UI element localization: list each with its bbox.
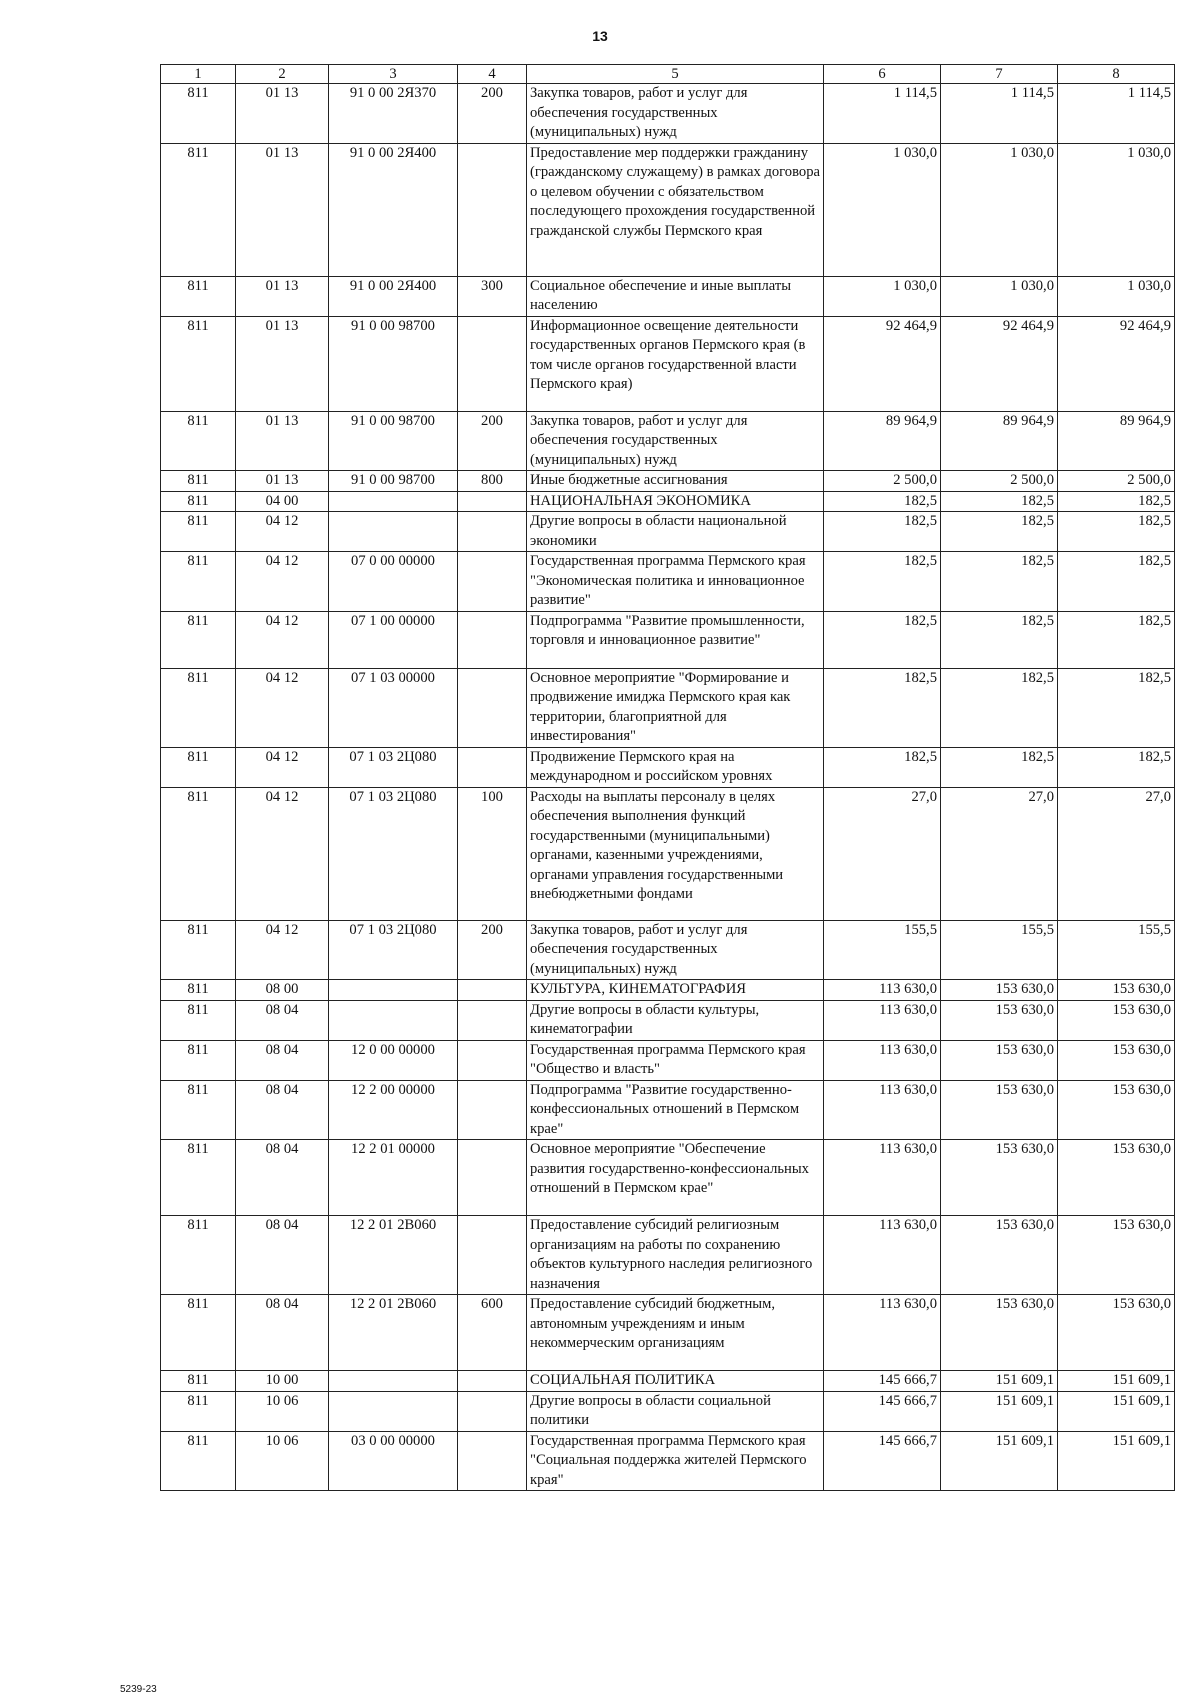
cell-amount-col8: 151 609,1 <box>1058 1371 1175 1392</box>
cell-amount-col7: 153 630,0 <box>941 1295 1058 1371</box>
cell-description: Закупка товаров, работ и услуг для обеспечения государственных (муниципальных) нужд <box>527 920 824 980</box>
cell-expense-type: 300 <box>458 276 527 316</box>
table-row <box>161 1216 1175 1295</box>
cell-code-gr: 811 <box>161 611 236 668</box>
cell-section: 01 13 <box>236 276 329 316</box>
cell-amount-col8: 92 464,9 <box>1058 316 1175 411</box>
cell-code-gr: 811 <box>161 747 236 787</box>
cell-code-gr: 811 <box>161 787 236 920</box>
table-row <box>161 471 1175 492</box>
cell-amount-col7: 151 609,1 <box>941 1371 1058 1392</box>
cell-description: Основное мероприятие "Формирование и продвижение имиджа Пермского края как территории, благоприятной для инвестирования" <box>527 668 824 747</box>
cell-section: 01 13 <box>236 411 329 471</box>
cell-section: 04 12 <box>236 668 329 747</box>
cell-amount-col6: 113 630,0 <box>824 1295 941 1371</box>
cell-code-gr: 811 <box>161 411 236 471</box>
column-header: 6 <box>824 65 941 84</box>
cell-amount-col8: 151 609,1 <box>1058 1431 1175 1491</box>
cell-section: 08 04 <box>236 1295 329 1371</box>
cell-expense-type: 800 <box>458 471 527 492</box>
cell-amount-col6: 2 500,0 <box>824 471 941 492</box>
table-row <box>161 611 1175 668</box>
cell-section: 08 04 <box>236 1040 329 1080</box>
cell-target-article: 91 0 00 98700 <box>329 316 458 411</box>
cell-target-article: 12 2 00 00000 <box>329 1080 458 1140</box>
cell-expense-type <box>458 1080 527 1140</box>
cell-amount-col8: 153 630,0 <box>1058 1216 1175 1295</box>
table-row <box>161 316 1175 411</box>
cell-section: 10 06 <box>236 1431 329 1491</box>
cell-section: 08 00 <box>236 980 329 1001</box>
cell-description: Подпрограмма "Развитие промышленности, торговля и инновационное развитие" <box>527 611 824 668</box>
cell-code-gr: 811 <box>161 512 236 552</box>
cell-description: Подпрограмма "Развитие государственно-конфессиональных отношений в Пермском крае" <box>527 1080 824 1140</box>
cell-expense-type: 200 <box>458 920 527 980</box>
cell-section: 10 00 <box>236 1371 329 1392</box>
cell-code-gr: 811 <box>161 920 236 980</box>
cell-expense-type: 200 <box>458 84 527 144</box>
cell-description: Закупка товаров, работ и услуг для обеспечения государственных (муниципальных) нужд <box>527 411 824 471</box>
table-body <box>161 84 1175 1491</box>
cell-target-article <box>329 512 458 552</box>
table-row <box>161 920 1175 980</box>
cell-code-gr: 811 <box>161 668 236 747</box>
cell-expense-type <box>458 1140 527 1216</box>
cell-expense-type <box>458 747 527 787</box>
budget-table <box>160 64 1175 1491</box>
cell-code-gr: 811 <box>161 552 236 612</box>
cell-expense-type <box>458 1000 527 1040</box>
cell-description: Социальное обеспечение и иные выплаты населению <box>527 276 824 316</box>
cell-target-article: 91 0 00 98700 <box>329 411 458 471</box>
cell-target-article <box>329 1000 458 1040</box>
cell-expense-type <box>458 980 527 1001</box>
cell-expense-type <box>458 1371 527 1392</box>
cell-amount-col6: 113 630,0 <box>824 1040 941 1080</box>
cell-amount-col7: 2 500,0 <box>941 471 1058 492</box>
table-row <box>161 512 1175 552</box>
cell-amount-col7: 155,5 <box>941 920 1058 980</box>
cell-target-article: 91 0 00 2Я370 <box>329 84 458 144</box>
cell-description: Расходы на выплаты персоналу в целях обеспечения выполнения функций государственными (муниципальными) органами, казенными учреждениями, органами управления государственными внебюджетными фондами <box>527 787 824 920</box>
cell-code-gr: 811 <box>161 980 236 1001</box>
cell-code-gr: 811 <box>161 84 236 144</box>
cell-amount-col7: 1 114,5 <box>941 84 1058 144</box>
cell-section: 01 13 <box>236 316 329 411</box>
table-row <box>161 1391 1175 1431</box>
cell-expense-type <box>458 552 527 612</box>
cell-amount-col6: 145 666,7 <box>824 1391 941 1431</box>
cell-target-article: 12 2 01 2В060 <box>329 1216 458 1295</box>
cell-description: Другие вопросы в области культуры, кинематографии <box>527 1000 824 1040</box>
cell-code-gr: 811 <box>161 1216 236 1295</box>
cell-expense-type <box>458 143 527 276</box>
cell-code-gr: 811 <box>161 1000 236 1040</box>
cell-amount-col6: 1 030,0 <box>824 143 941 276</box>
cell-amount-col6: 27,0 <box>824 787 941 920</box>
column-header: 4 <box>458 65 527 84</box>
table-row <box>161 1431 1175 1491</box>
cell-code-gr: 811 <box>161 471 236 492</box>
cell-amount-col8: 153 630,0 <box>1058 1040 1175 1080</box>
cell-amount-col8: 182,5 <box>1058 668 1175 747</box>
cell-amount-col7: 182,5 <box>941 552 1058 612</box>
cell-amount-col7: 153 630,0 <box>941 1040 1058 1080</box>
cell-target-article: 12 2 01 00000 <box>329 1140 458 1216</box>
cell-section: 04 12 <box>236 787 329 920</box>
cell-expense-type <box>458 1391 527 1431</box>
cell-amount-col6: 1 114,5 <box>824 84 941 144</box>
cell-amount-col8: 2 500,0 <box>1058 471 1175 492</box>
cell-expense-type: 600 <box>458 1295 527 1371</box>
cell-amount-col8: 153 630,0 <box>1058 1295 1175 1371</box>
cell-amount-col6: 182,5 <box>824 512 941 552</box>
column-header: 2 <box>236 65 329 84</box>
table-header-row <box>161 65 1175 84</box>
cell-description: НАЦИОНАЛЬНАЯ ЭКОНОМИКА <box>527 491 824 512</box>
column-header: 3 <box>329 65 458 84</box>
cell-code-gr: 811 <box>161 276 236 316</box>
cell-section: 10 06 <box>236 1391 329 1431</box>
cell-code-gr: 811 <box>161 143 236 276</box>
cell-target-article: 07 0 00 00000 <box>329 552 458 612</box>
table-row <box>161 143 1175 276</box>
table-row <box>161 1040 1175 1080</box>
cell-amount-col7: 153 630,0 <box>941 980 1058 1001</box>
table-row <box>161 1080 1175 1140</box>
cell-section: 04 12 <box>236 512 329 552</box>
cell-description: Основное мероприятие "Обеспечение развития государственно-конфессиональных отношений в Пермском крае" <box>527 1140 824 1216</box>
cell-amount-col6: 145 666,7 <box>824 1371 941 1392</box>
column-header: 5 <box>527 65 824 84</box>
cell-amount-col8: 153 630,0 <box>1058 1140 1175 1216</box>
cell-amount-col8: 1 030,0 <box>1058 276 1175 316</box>
cell-target-article: 07 1 03 2Ц080 <box>329 787 458 920</box>
table-row <box>161 411 1175 471</box>
cell-description: Государственная программа Пермского края "Общество и власть" <box>527 1040 824 1080</box>
table-row <box>161 1000 1175 1040</box>
cell-amount-col7: 153 630,0 <box>941 1140 1058 1216</box>
cell-expense-type <box>458 491 527 512</box>
table-row <box>161 747 1175 787</box>
cell-section: 04 12 <box>236 747 329 787</box>
cell-amount-col6: 155,5 <box>824 920 941 980</box>
cell-target-article: 12 2 01 2В060 <box>329 1295 458 1371</box>
column-header: 7 <box>941 65 1058 84</box>
cell-section: 01 13 <box>236 471 329 492</box>
cell-amount-col8: 151 609,1 <box>1058 1391 1175 1431</box>
cell-amount-col8: 1 030,0 <box>1058 143 1175 276</box>
table-row <box>161 491 1175 512</box>
cell-target-article <box>329 1391 458 1431</box>
cell-target-article: 07 1 03 2Ц080 <box>329 747 458 787</box>
table-row <box>161 980 1175 1001</box>
cell-section: 04 00 <box>236 491 329 512</box>
cell-target-article: 91 0 00 98700 <box>329 471 458 492</box>
cell-expense-type <box>458 1431 527 1491</box>
cell-amount-col8: 182,5 <box>1058 611 1175 668</box>
cell-amount-col7: 153 630,0 <box>941 1080 1058 1140</box>
cell-section: 04 12 <box>236 611 329 668</box>
cell-target-article: 91 0 00 2Я400 <box>329 143 458 276</box>
table-row <box>161 1295 1175 1371</box>
cell-expense-type <box>458 611 527 668</box>
column-header: 1 <box>161 65 236 84</box>
cell-amount-col6: 182,5 <box>824 552 941 612</box>
table-row <box>161 552 1175 612</box>
cell-expense-type <box>458 668 527 747</box>
cell-description: Предоставление субсидий бюджетным, автономным учреждениям и иным некоммерческим организациям <box>527 1295 824 1371</box>
table-row <box>161 84 1175 144</box>
cell-amount-col7: 182,5 <box>941 512 1058 552</box>
cell-code-gr: 811 <box>161 1080 236 1140</box>
cell-amount-col8: 153 630,0 <box>1058 1000 1175 1040</box>
cell-code-gr: 811 <box>161 1391 236 1431</box>
cell-target-article <box>329 491 458 512</box>
table-row <box>161 787 1175 920</box>
cell-amount-col7: 182,5 <box>941 668 1058 747</box>
cell-amount-col6: 182,5 <box>824 491 941 512</box>
page-number: 13 <box>592 28 608 44</box>
cell-description: Государственная программа Пермского края "Социальная поддержка жителей Пермского края" <box>527 1431 824 1491</box>
cell-description: Другие вопросы в области национальной экономики <box>527 512 824 552</box>
cell-amount-col8: 153 630,0 <box>1058 980 1175 1001</box>
cell-amount-col8: 27,0 <box>1058 787 1175 920</box>
cell-code-gr: 811 <box>161 1040 236 1080</box>
cell-section: 01 13 <box>236 84 329 144</box>
cell-code-gr: 811 <box>161 491 236 512</box>
cell-amount-col6: 113 630,0 <box>824 1216 941 1295</box>
cell-expense-type <box>458 512 527 552</box>
table-row <box>161 1140 1175 1216</box>
cell-description: Закупка товаров, работ и услуг для обеспечения государственных (муниципальных) нужд <box>527 84 824 144</box>
document-code: 5239-23 <box>120 1684 157 1695</box>
cell-amount-col6: 92 464,9 <box>824 316 941 411</box>
cell-description: Предоставление субсидий религиозным организациям на работы по сохранению объектов культурного наследия религиозного назначения <box>527 1216 824 1295</box>
cell-amount-col8: 155,5 <box>1058 920 1175 980</box>
cell-expense-type <box>458 1040 527 1080</box>
cell-code-gr: 811 <box>161 1295 236 1371</box>
column-header: 8 <box>1058 65 1175 84</box>
cell-amount-col6: 145 666,7 <box>824 1431 941 1491</box>
cell-description: Иные бюджетные ассигнования <box>527 471 824 492</box>
cell-amount-col7: 92 464,9 <box>941 316 1058 411</box>
cell-expense-type: 200 <box>458 411 527 471</box>
cell-expense-type <box>458 1216 527 1295</box>
cell-target-article: 07 1 00 00000 <box>329 611 458 668</box>
cell-code-gr: 811 <box>161 316 236 411</box>
cell-amount-col8: 182,5 <box>1058 552 1175 612</box>
cell-amount-col8: 182,5 <box>1058 491 1175 512</box>
cell-expense-type: 100 <box>458 787 527 920</box>
cell-amount-col6: 182,5 <box>824 747 941 787</box>
cell-amount-col6: 113 630,0 <box>824 1080 941 1140</box>
cell-description: Продвижение Пермского края на международном и российском уровнях <box>527 747 824 787</box>
cell-description: Предоставление мер поддержки гражданину (гражданскому служащему) в рамках договора о целевом обучении с обязательством последующего прохождения государственной гражданской службы Пермского края <box>527 143 824 276</box>
cell-section: 08 04 <box>236 1080 329 1140</box>
cell-amount-col7: 153 630,0 <box>941 1000 1058 1040</box>
cell-amount-col8: 1 114,5 <box>1058 84 1175 144</box>
cell-amount-col8: 89 964,9 <box>1058 411 1175 471</box>
cell-section: 08 04 <box>236 1140 329 1216</box>
cell-section: 04 12 <box>236 920 329 980</box>
cell-section: 08 04 <box>236 1000 329 1040</box>
table-row <box>161 276 1175 316</box>
cell-description: СОЦИАЛЬНАЯ ПОЛИТИКА <box>527 1371 824 1392</box>
cell-target-article <box>329 980 458 1001</box>
cell-amount-col7: 182,5 <box>941 611 1058 668</box>
cell-amount-col6: 182,5 <box>824 668 941 747</box>
cell-target-article: 12 0 00 00000 <box>329 1040 458 1080</box>
cell-amount-col7: 89 964,9 <box>941 411 1058 471</box>
cell-amount-col7: 1 030,0 <box>941 143 1058 276</box>
cell-amount-col8: 182,5 <box>1058 512 1175 552</box>
cell-section: 01 13 <box>236 143 329 276</box>
cell-target-article: 03 0 00 00000 <box>329 1431 458 1491</box>
cell-description: КУЛЬТУРА, КИНЕМАТОГРАФИЯ <box>527 980 824 1001</box>
cell-section: 04 12 <box>236 552 329 612</box>
cell-amount-col7: 182,5 <box>941 491 1058 512</box>
cell-code-gr: 811 <box>161 1371 236 1392</box>
table-row <box>161 1371 1175 1392</box>
cell-amount-col6: 182,5 <box>824 611 941 668</box>
cell-target-article: 07 1 03 00000 <box>329 668 458 747</box>
cell-amount-col6: 89 964,9 <box>824 411 941 471</box>
cell-code-gr: 811 <box>161 1431 236 1491</box>
cell-target-article: 91 0 00 2Я400 <box>329 276 458 316</box>
cell-amount-col7: 151 609,1 <box>941 1431 1058 1491</box>
cell-amount-col6: 113 630,0 <box>824 980 941 1001</box>
cell-amount-col7: 1 030,0 <box>941 276 1058 316</box>
cell-amount-col6: 113 630,0 <box>824 1140 941 1216</box>
cell-amount-col7: 153 630,0 <box>941 1216 1058 1295</box>
cell-amount-col7: 182,5 <box>941 747 1058 787</box>
cell-target-article <box>329 1371 458 1392</box>
cell-amount-col8: 153 630,0 <box>1058 1080 1175 1140</box>
cell-amount-col8: 182,5 <box>1058 747 1175 787</box>
cell-amount-col6: 1 030,0 <box>824 276 941 316</box>
cell-description: Информационное освещение деятельности государственных органов Пермского края (в том числе органов государственной власти Пермского края) <box>527 316 824 411</box>
cell-code-gr: 811 <box>161 1140 236 1216</box>
cell-amount-col6: 113 630,0 <box>824 1000 941 1040</box>
cell-amount-col7: 27,0 <box>941 787 1058 920</box>
cell-description: Государственная программа Пермского края "Экономическая политика и инновационное развитие" <box>527 552 824 612</box>
table-row <box>161 668 1175 747</box>
cell-description: Другие вопросы в области социальной политики <box>527 1391 824 1431</box>
cell-amount-col7: 151 609,1 <box>941 1391 1058 1431</box>
cell-expense-type <box>458 316 527 411</box>
cell-section: 08 04 <box>236 1216 329 1295</box>
cell-target-article: 07 1 03 2Ц080 <box>329 920 458 980</box>
